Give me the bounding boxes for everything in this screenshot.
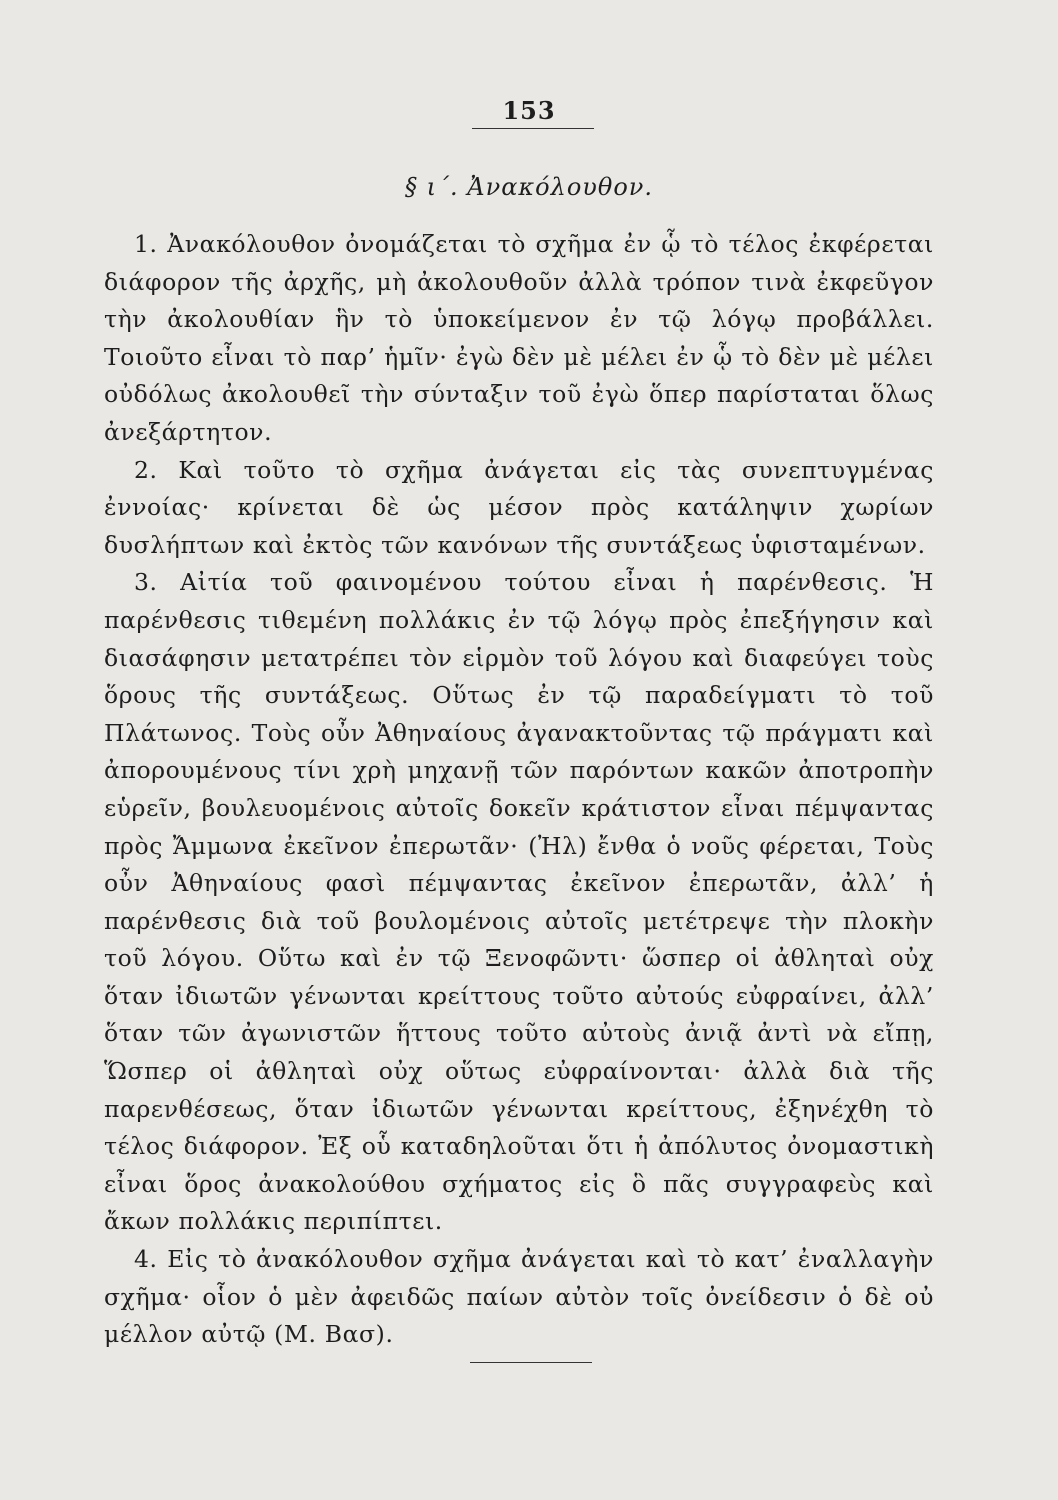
section-heading: § ι΄. Ἀνακόλουθον. [405,173,653,201]
page-number: 153 [502,96,556,125]
paragraph-3: 3. Αἰτία τοῦ φαινομένου τούτου εἶναι ἡ παρένθεσις. Ἡ παρένθεσις τιθεμένη πολλάκις ἐν τῷ λόγῳ πρὸς ἐπεξήγησιν καὶ διασάφησιν μετατρέπει τὸν εἱρμὸν τοῦ λόγου καὶ διαφεύγει τοὺς ὅρους τῆς συντάξεως. Οὕτως ἐν τῷ παραδείγματι τὸ τοῦ Πλάτωνος. Τοὺς οὖν Ἀθηναίους ἀγανακτοῦντας τῷ πράγματι καὶ ἀπορουμένους τίνι χρὴ μηχανῇ τῶν παρόντων κακῶν ἀποτροπὴν εὑρεῖν, βουλευομένοις αὐτοῖς δοκεῖν κράτιστον εἶναι πέμψαντας πρὸς Ἄμμωνα ἐκεῖνον ἐπερωτᾶν· (Ἠλ) ἔνθα ὁ νοῦς φέρεται, Τοὺς οὖν Ἀθηναίους φασὶ πέμψαντας ἐκεῖνον ἐπερωτᾶν, ἀλλ’ ἡ παρένθεσις διὰ τοῦ βουλομένοις αὐτοῖς μετέτρεψε τὴν πλοκὴν τοῦ λόγου. Οὕτω καὶ ἐν τῷ Ξενοφῶντι· ὥσπερ οἱ ἀθληταὶ οὐχ ὅταν ἰδιωτῶν γένωνται κρείττους τοῦτο αὐτούς εὐφραίνει, ἀλλ’ ὅταν τῶν ἀγωνιστῶν ἥττους τοῦτο αὐτοὺς ἀνιᾷ ἀντὶ νὰ εἴπῃ, Ὥσπερ οἱ ἀθληταὶ οὐχ οὕτως εὐφραίνονται· ἀλλὰ διὰ τῆς παρενθέσεως, ὅταν ἰδιωτῶν γένωνται κρείττους, ἐξηνέχθη τὸ τέλος διάφορον. Ἐξ οὗ καταδηλοῦται ὅτι ἡ ἀπόλυτος ὀνομαστικὴ εἶναι ὅρος ἀνακολούθου σχήματος εἰς ὃ πᾶς συγγραφεὺς καὶ ἄκων πολλάκις περιπίπτει. [104,568,934,1236]
footer-rule [470,1362,592,1363]
paragraph-2: 2. Καὶ τοῦτο τὸ σχῆμα ἀνάγεται εἰς τὰς συνεπτυγμένας ἐννοίας· κρίνεται δὲ ὡς μέσον πρὸς κατάληψιν χωρίων δυσλήπτων καὶ ἐκτὸς τῶν κανόνων τῆς συντάξεως ὑφισταμένων. [104,455,934,559]
paragraph-4: 4. Εἰς τὸ ἀνακόλουθον σχῆμα ἀνάγεται καὶ τὸ κατ’ ἐναλλαγὴν σχῆμα· οἷον ὁ μὲν ἀφειδῶς παίων αὐτὸν τοῖς ὀνείδεσιν ὁ δὲ οὐ μέλλον αὐτῷ (Μ. Βασ). [104,1245,934,1349]
paragraph-1: 1. Ἀνακόλουθον ὀνομάζεται τὸ σχῆμα ἐν ᾧ τὸ τέλος ἐκφέρεται διάφορον τῆς ἀρχῆς, μὴ ἀκολουθοῦν ἀλλὰ τρόπον τινὰ ἐκφεῦγον τὴν ἀκολουθίαν ἣν τὸ ὑποκείμενον ἐν τῷ λόγῳ προβάλλει. Τοιοῦτο εἶναι τὸ παρ’ ἡμῖν· ἐγὼ δὲν μὲ μέλει ἐν ᾧ τὸ δὲν μὲ μέλει οὐδόλως ἀκολουθεῖ τὴν σύνταξιν τοῦ ἐγὼ ὅπερ παρίσταται ὅλως ἀνεξάρτητον. [104,230,934,446]
body-text [104,226,934,1354]
header-rule [472,128,594,129]
